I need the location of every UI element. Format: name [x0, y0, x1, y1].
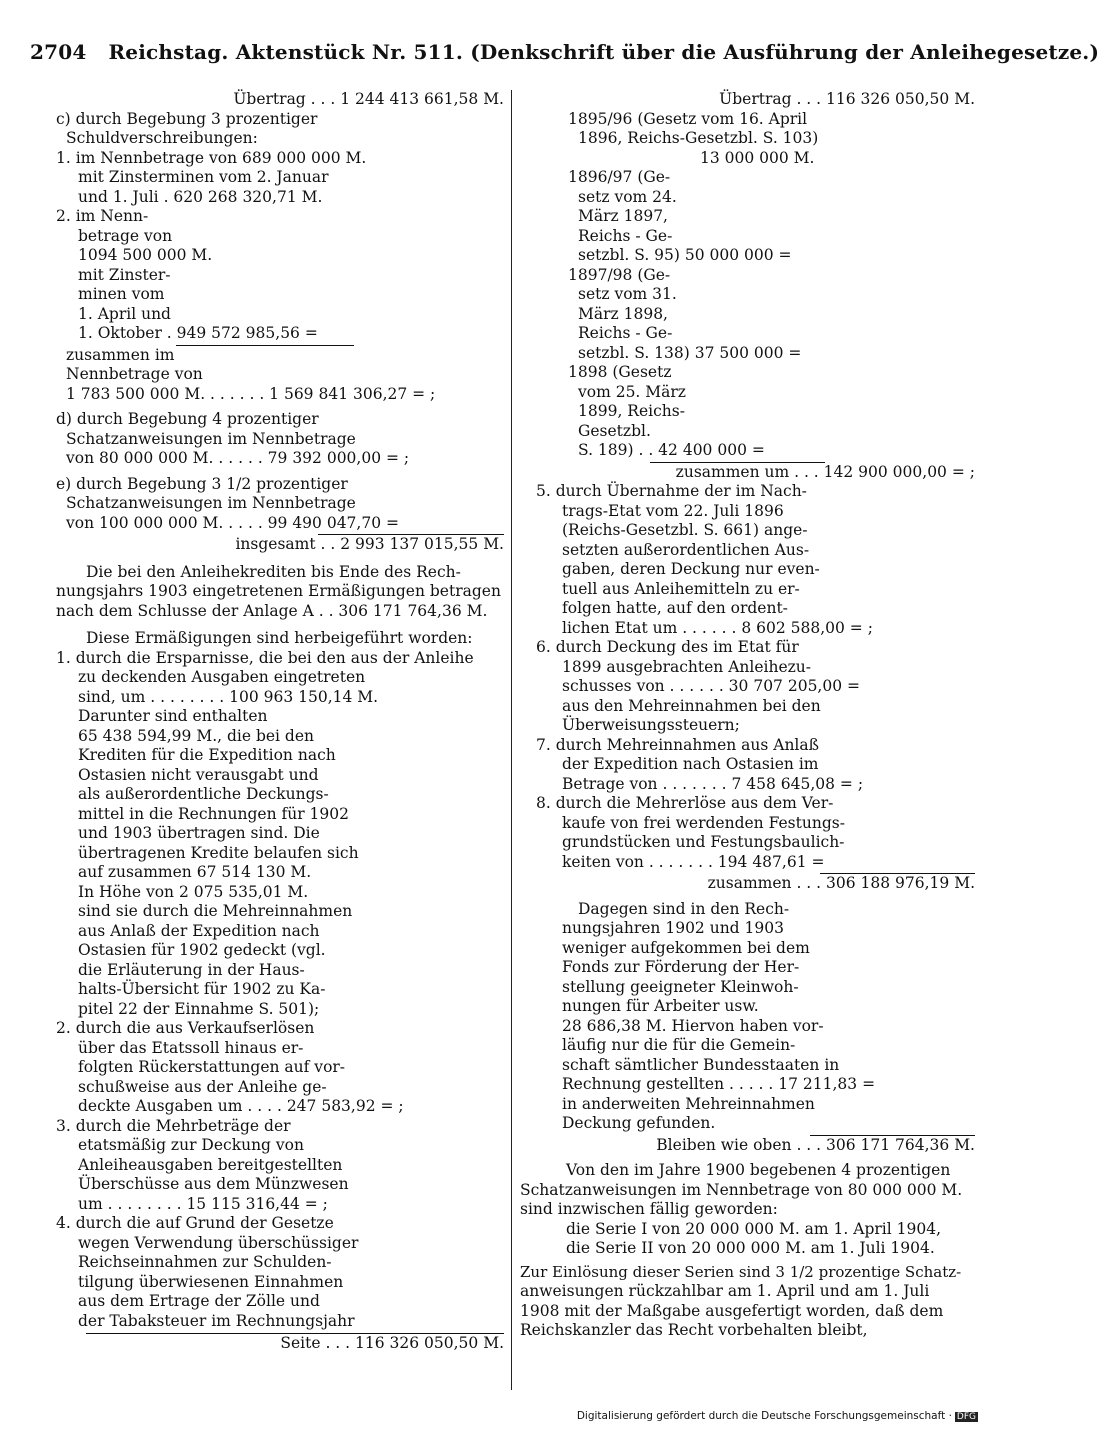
text-line: die Erläuterung in der Haus- — [78, 960, 305, 979]
text-line: 1. durch die Ersparnisse, die bei den aus der Anleihe — [56, 648, 474, 667]
text-line: und 1. Juli . 620 268 320,71 M. — [78, 187, 323, 206]
text-line: lichen Etat um . . . . . . 8 602 588,00 = ; — [562, 618, 873, 637]
text-line: wegen Verwendung überschüssiger — [78, 1233, 359, 1252]
text-line: schaft sämtlicher Bundesstaaten in — [562, 1055, 840, 1074]
footer-text: Digitalisierung gefördert durch die Deutsche Forschungsgemeinschaft · — [576, 1410, 952, 1422]
text-line: Fonds zur Förderung der Her- — [562, 958, 800, 976]
text-line: pitel 22 der Einnahme S. 501); — [78, 999, 320, 1018]
page-header — [30, 40, 1099, 64]
text-line: Ostasien nicht verausgabt und — [78, 765, 319, 784]
text-line: auf zusammen 67 514 130 M. — [78, 863, 312, 881]
text-line: gaben, deren Deckung nur even- — [562, 560, 820, 578]
page-title: Reichstag. Aktenstück Nr. 511. (Denkschrift über die Ausführung der Anleihegesetze.) — [108, 40, 1099, 64]
text-line: 13 000 000 M. — [700, 148, 815, 167]
text-line: nungen für Arbeiter usw. — [562, 997, 759, 1015]
text-line: über das Etatssoll hinaus er- — [78, 1038, 304, 1057]
text-line: 1. Oktober . 949 572 985,56 = — [78, 324, 318, 342]
text-line: Die bei den Anleihekrediten bis Ende des Rech- — [86, 562, 461, 581]
text-line: mittel in die Rechnungen für 1902 — [78, 804, 349, 823]
text-line: zusammen . . . 306 188 976,19 M. — [707, 874, 975, 892]
text-line: Ostasien für 1902 gedeckt (vgl. — [78, 941, 326, 959]
text-line: 1899 ausgebrachten Anleihezu- — [562, 657, 811, 676]
text-line: 5. durch Übernahme der im Nach- — [536, 482, 807, 500]
text-line: folgen hatte, auf den ordent- — [562, 599, 788, 617]
text-line: die Serie II von 20 000 000 M. am 1. Juli 1904. — [566, 1239, 935, 1257]
text-line: März 1897, — [578, 207, 668, 225]
text-line: nungsjahren 1902 und 1903 — [562, 919, 784, 937]
text-line: sind, um . . . . . . . . 100 963 150,14 M. — [78, 687, 379, 706]
text-line: 1897/98 (Ge- — [568, 265, 671, 284]
text-line: als außerordentliche Deckungs- — [78, 785, 329, 803]
text-line: übertragenen Kredite belaufen sich — [78, 843, 359, 862]
text-line: Rechnung gestellten . . . . . 17 211,83 = — [562, 1075, 876, 1093]
text-line: aus den Mehreinnahmen bei den — [562, 696, 821, 715]
text-line: betrage von — [78, 226, 173, 245]
text-line: etatsmäßig zur Deckung von — [78, 1136, 304, 1154]
text-line: vom 25. März — [578, 382, 686, 401]
text-line: mit Zinsterminen vom 2. Januar — [78, 168, 329, 186]
text-line: S. 189) . . 42 400 000 = — [578, 441, 765, 459]
text-line: zusammen im — [66, 345, 175, 364]
text-line: Reichs - Ge- — [578, 324, 673, 342]
text-line: stellung geeigneter Kleinwoh- — [562, 977, 799, 996]
page-number: 2704 — [30, 40, 87, 64]
text-line: Reichseinnahmen zur Schulden- — [78, 1253, 332, 1271]
text-line: 1. April und — [78, 304, 171, 323]
text-line: 1899, Reichs- — [578, 402, 685, 420]
text-line: aus Anlaß der Expedition nach — [78, 921, 320, 940]
text-line: und 1903 übertragen sind. Die — [78, 824, 320, 842]
text-line: Diese Ermäßigungen sind herbeigeführt worden: — [86, 629, 473, 647]
text-line: 1908 mit der Maßgabe ausgefertigt worden, daß dem — [520, 1301, 944, 1320]
text-line: zusammen um . . . 142 900 000,00 = ; — [675, 462, 975, 481]
text-line: um . . . . . . . . 15 115 316,44 = ; — [78, 1194, 328, 1213]
text-line: sind sie durch die Mehreinnahmen — [78, 902, 353, 920]
column-divider — [511, 90, 512, 1390]
text-line: e) durch Begebung 3 1/2 prozentiger — [56, 474, 348, 493]
text-line: Übertrag . . . 116 326 050,50 M. — [719, 90, 975, 108]
text-line: von 80 000 000 M. . . . . . 79 392 000,00 = ; — [66, 449, 410, 467]
right-column — [520, 90, 975, 1341]
text-line: in anderweiten Mehreinnahmen — [562, 1094, 815, 1113]
text-line: der Tabaksteuer im Rechnungsjahr — [78, 1311, 355, 1330]
text-line: setzbl. S. 138) 37 500 000 = — [578, 343, 802, 362]
text-line: 28 686,38 M. Hiervon haben vor- — [562, 1016, 824, 1035]
text-line: 1. im Nennbetrage von 689 000 000 M. — [56, 148, 367, 167]
text-line: Zur Einlösung dieser Serien sind 3 1/2 prozentige Schatz- — [520, 1262, 962, 1281]
text-line: 2. durch die aus Verkaufserlösen — [56, 1019, 315, 1037]
text-line: Übertrag . . . 1 244 413 661,58 M. — [233, 90, 504, 108]
text-line: In Höhe von 2 075 535,01 M. — [78, 882, 309, 901]
text-line: mit Zinster- — [78, 265, 171, 284]
text-line: schusses von . . . . . . 30 707 205,00 = — [562, 677, 860, 695]
text-line: Überweisungssteuern; — [562, 716, 740, 734]
text-line: sind inzwischen fällig geworden: — [520, 1200, 778, 1218]
text-line: keiten von . . . . . . . 194 487,61 = — [562, 852, 825, 871]
text-line: Reichs - Ge- — [578, 226, 673, 245]
text-line: 8. durch die Mehrerlöse aus dem Ver- — [536, 794, 834, 812]
text-line: Bleiben wie oben . . . 306 171 764,36 M. — [656, 1135, 975, 1154]
text-line: c) durch Begebung 3 prozentiger — [56, 109, 318, 128]
text-line: Betrage von . . . . . . . 7 458 645,08 = ; — [562, 774, 864, 793]
text-line: setzbl. S. 95) 50 000 000 = — [578, 246, 792, 264]
text-line: tilgung überwiesenen Einnahmen — [78, 1272, 344, 1291]
text-line: grundstücken und Festungsbaulich- — [562, 833, 845, 851]
text-line: Deckung gefunden. — [562, 1114, 716, 1132]
text-line: setzten außerordentlichen Aus- — [562, 540, 810, 559]
text-line: Dagegen sind in den Rech- — [578, 899, 790, 918]
text-line: 1 783 500 000 M. . . . . . . 1 569 841 306,27 = ; — [66, 384, 436, 403]
text-line: 3. durch die Mehrbeträge der — [56, 1116, 291, 1135]
text-line: März 1898, — [578, 304, 668, 323]
text-line: folgten Rückerstattungen auf vor- — [78, 1058, 346, 1076]
text-line: 1895/96 (Gesetz vom 16. April — [568, 109, 808, 128]
text-line: die Serie I von 20 000 000 M. am 1. April 1904, — [566, 1219, 942, 1238]
text-line: 1094 500 000 M. — [78, 246, 213, 264]
text-line: Überschüsse aus dem Münzwesen — [78, 1175, 349, 1193]
text-line: 65 438 594,99 M., die bei den — [78, 726, 315, 745]
text-line: insgesamt . . 2 993 137 015,55 M. — [235, 535, 504, 553]
dfg-logo: DFG — [956, 1412, 976, 1422]
text-line: Anleiheausgaben bereitgestellten — [78, 1155, 343, 1174]
text-line: 1896/97 (Ge- — [568, 168, 671, 186]
text-line: 4. durch die auf Grund der Gesetze — [56, 1214, 334, 1232]
text-line: Schuldverschreibungen: — [66, 129, 258, 147]
text-line: 7. durch Mehreinnahmen aus Anlaß — [536, 735, 819, 754]
text-line: 1898 (Gesetz — [568, 363, 672, 381]
text-line: der Expedition nach Ostasien im — [562, 755, 819, 773]
text-line: minen vom — [78, 285, 165, 303]
text-line: Reichskanzler das Recht vorbehalten bleibt, — [520, 1321, 868, 1339]
text-line: von 100 000 000 M. . . . . 99 490 047,70 = — [66, 513, 399, 532]
text-line: setz vom 24. — [578, 187, 677, 206]
text-line: Schatzanweisungen im Nennbetrage — [66, 494, 356, 512]
text-line: Krediten für die Expedition nach — [78, 746, 336, 764]
left-column — [56, 90, 504, 1354]
text-line: nungsjahrs 1903 eingetretenen Ermäßigungen betragen — [56, 582, 501, 600]
text-line: aus dem Ertrage der Zölle und — [78, 1292, 320, 1310]
text-line: weniger aufgekommen bei dem — [562, 938, 810, 957]
text-line: Seite . . . 116 326 050,50 M. — [280, 1334, 504, 1352]
text-line: (Reichs-Gesetzbl. S. 661) ange- — [562, 521, 808, 539]
text-line: 6. durch Deckung des im Etat für — [536, 638, 799, 656]
text-line: tuell aus Anleihemitteln zu er- — [562, 579, 800, 598]
text-line: anweisungen rückzahlbar am 1. April und am 1. Juli — [520, 1282, 930, 1300]
text-line: Schatzanweisungen im Nennbetrage — [66, 429, 356, 448]
text-line: trags-Etat vom 22. Juli 1896 — [562, 501, 784, 520]
text-line: kaufe von frei werdenden Festungs- — [562, 813, 845, 832]
text-line: Nennbetrage von — [66, 365, 203, 383]
text-line: d) durch Begebung 4 prozentiger — [56, 410, 319, 428]
text-line: deckte Ausgaben um . . . . 247 583,92 = ; — [78, 1097, 404, 1115]
text-line: 2. im Nenn- — [56, 207, 149, 225]
text-line: Schatzanweisungen im Nennbetrage von 80 000 000 M. — [520, 1180, 963, 1199]
text-line: zu deckenden Ausgaben eingetreten — [78, 668, 366, 686]
text-line: 1896, Reichs-Gesetzbl. S. 103) — [578, 129, 819, 147]
text-line: Darunter sind enthalten — [78, 707, 268, 725]
text-line: Von den im Jahre 1900 begebenen 4 prozentigen — [566, 1161, 951, 1179]
text-line: schußweise aus der Anleihe ge- — [78, 1077, 327, 1096]
text-line: setz vom 31. — [578, 285, 677, 303]
digitization-footer — [577, 1410, 978, 1422]
text-line: läufig nur die für die Gemein- — [562, 1036, 796, 1054]
text-line: Gesetzbl. — [578, 421, 651, 440]
text-line: halts-Übersicht für 1902 zu Ka- — [78, 980, 326, 998]
text-line: nach dem Schlusse der Anlage A . . 306 171 764,36 M. — [56, 601, 488, 620]
